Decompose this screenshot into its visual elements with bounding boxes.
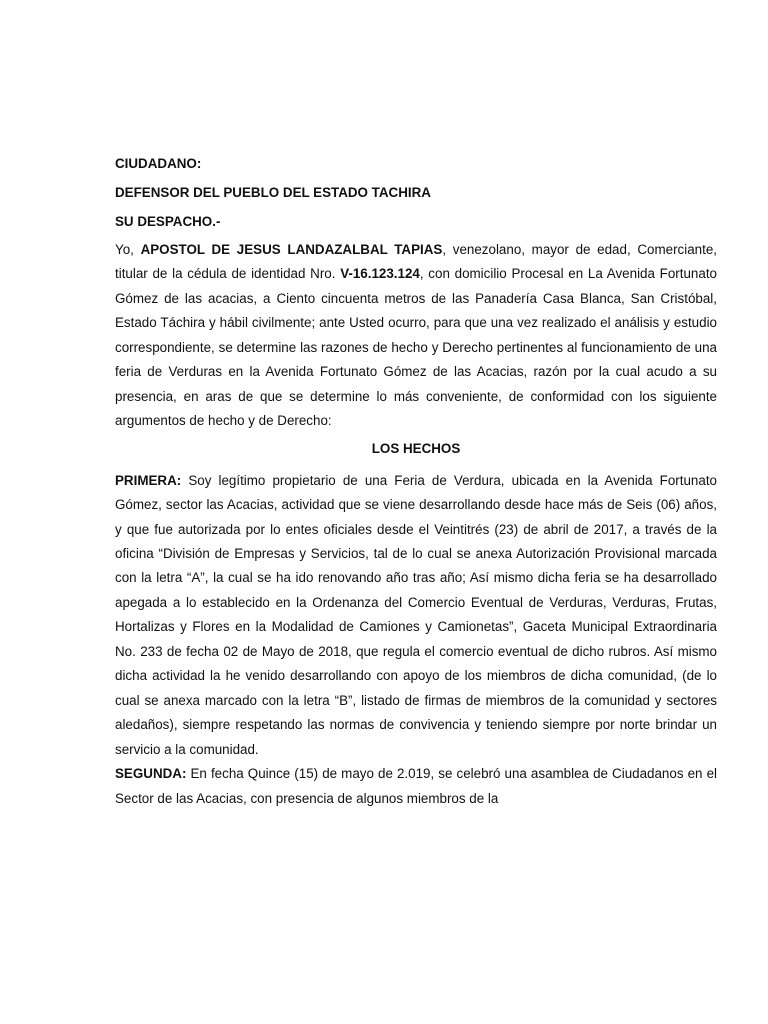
petitioner-name: APOSTOL DE JESUS LANDAZALBAL TAPIAS [140, 242, 443, 257]
intro-post: , con domicilio Procesal en La Avenida Fortunato Gómez de las acacias, a Ciento cincuenta metros de las Panadería Casa Blanca, San Cristóbal, Estado Táchira y hábil civilmente; ante Usted ocurro, para que una vez realizado el análisis y estudio correspondiente, se determine las razones de hecho y Derecho pertinentes al funcionamiento de una feria de Verduras en la Avenida Fortunato Gómez de las Acacias, razón por la cual acudo a su presencia, en aras de que se determine lo más conveniente, de conformidad con los siguiente argumentos de hecho y de Derecho: [115, 266, 717, 429]
primera-paragraph [115, 469, 717, 762]
addressee-line: CIUDADANO: [115, 156, 202, 171]
segunda-text: En fecha Quince (15) de mayo de 2.019, se celebró una asamblea de Ciudadanos en el Sector de las Acacias, con presencia de algunos miembros de la [115, 766, 717, 806]
intro-pre: Yo, [115, 242, 141, 257]
primera-label: PRIMERA: [115, 472, 182, 488]
section-title: LOS HECHOS [371, 440, 461, 456]
intro-paragraph [115, 238, 717, 434]
intro-mid: , venezolano, mayor de edad, Comerciante, titular de la cédula de identidad Nro. [115, 242, 717, 282]
primera-text: Soy legítimo propietario de una Feria de Verdura, ubicada en la Avenida Fortunato Gómez, sector las Acacias, actividad que se viene desarrollando desde hace más de Seis (06) años, y que fue autorizada por lo entes oficiales desde el Veintitrés (23) de abril de 2017, a través de la oficina “División de Empresas y Servicios, tal de lo cual se anexa Autorización Provisional marcada con la letra “A”, la cual se ha ido renovando año tras año; Así mismo dicha feria se ha desarrollado apegada a lo establecido en la Ordenanza del Comercio Eventual de Verduras, Verduras, Frutas, Hortalizas y Flores en la Modalidad de Camiones y Camionetas”, Gaceta Municipal Extraordinaria No. 233 de fecha 02 de Mayo de 2018, que regula el comercio eventual de dicho rubros. Así mismo dicha actividad la he venido desarrollando con apoyo de los miembros de dicha comunidad, (de lo cual se anexa marcado con la letra “B”, listado de firmas de miembros de la comunidad y sectores aledaños), siempre respetando las normas de convivencia y teniendo siempre por norte brindar un servicio a la comunidad. [115, 472, 717, 757]
document-page [115, 155, 717, 811]
segunda-label: SEGUNDA: [115, 766, 187, 782]
despacho-line: SU DESPACHO.- [115, 214, 221, 229]
addressee-title: DEFENSOR DEL PUEBLO DEL ESTADO TACHIRA [115, 185, 431, 200]
segunda-paragraph [115, 762, 717, 811]
id-number: V-16.123.124 [340, 266, 420, 282]
